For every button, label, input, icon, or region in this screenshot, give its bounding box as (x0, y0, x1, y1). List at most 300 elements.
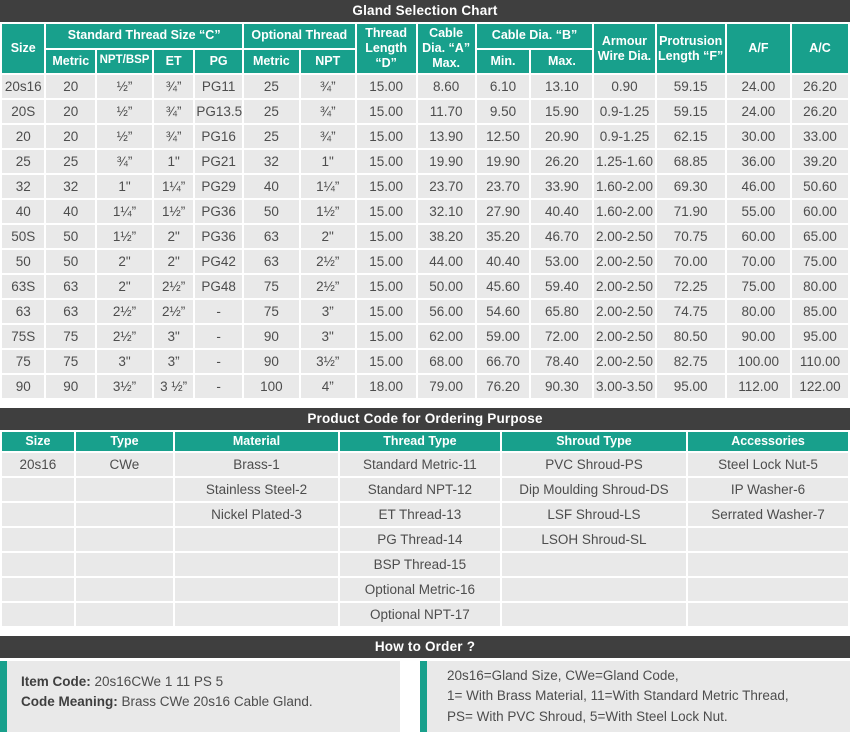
table-cell: 2.00-2.50 (594, 275, 654, 298)
table-cell: 18.00 (357, 375, 416, 398)
table-cell: 95.00 (792, 325, 848, 348)
code-meaning-value: Brass CWe 20s16 Cable Gland. (121, 694, 313, 710)
col-header-metric: Metric (46, 50, 95, 74)
table-cell: 25 (46, 150, 95, 173)
table-cell: 72.25 (657, 275, 725, 298)
table-cell (502, 578, 686, 601)
table-cell: 70.00 (727, 250, 790, 273)
col-header-size: Size (2, 432, 74, 451)
table-cell: 1¼” (301, 175, 355, 198)
table-cell: 76.20 (477, 375, 530, 398)
table-cell: 23.70 (418, 175, 475, 198)
table-cell: PG13.5 (195, 100, 242, 123)
table-cell: 2" (97, 250, 152, 273)
table-cell: 2" (97, 275, 152, 298)
table-cell: 33.90 (531, 175, 592, 198)
table-cell: 2½” (154, 300, 193, 323)
gland-selection-table (0, 22, 850, 400)
table-cell: LSF Shroud-LS (502, 503, 686, 526)
col-header-et: ET (154, 50, 193, 74)
table-row (2, 375, 848, 398)
table-cell: CWe (76, 453, 173, 476)
col-header-type: Type (76, 432, 173, 451)
table-cell (76, 528, 173, 551)
table-cell: 0.90 (594, 75, 654, 98)
table-cell: 75 (46, 325, 95, 348)
table-cell: 4” (301, 375, 355, 398)
table-cell: 20 (46, 125, 95, 148)
gland-table-body (2, 75, 848, 398)
table-cell: 74.75 (657, 300, 725, 323)
table-cell: 2.00-2.50 (594, 250, 654, 273)
table-cell: 1.60-2.00 (594, 200, 654, 223)
table-cell: 3.00-3.50 (594, 375, 654, 398)
table-cell: 59.00 (477, 325, 530, 348)
table-cell: 32.10 (418, 200, 475, 223)
table-cell: 15.90 (531, 100, 592, 123)
table-cell: 1" (97, 175, 152, 198)
table-cell: Nickel Plated-3 (175, 503, 338, 526)
table-cell: - (195, 375, 242, 398)
table-cell: 50 (46, 225, 95, 248)
col-header-cable-dia-a: Cable Dia. “A” Max. (418, 24, 475, 73)
note-line: 20s16=Gland Size, CWe=Gland Code, (447, 668, 679, 683)
table-cell: 2" (301, 225, 355, 248)
table-cell: 2.00-2.50 (594, 225, 654, 248)
table-cell: 1" (154, 150, 193, 173)
table-cell: 27.90 (477, 200, 530, 223)
table-cell: 32 (46, 175, 95, 198)
table-cell: 95.00 (657, 375, 725, 398)
table-row (2, 553, 848, 576)
table-cell: 75.00 (792, 250, 848, 273)
table-cell: 2½” (301, 250, 355, 273)
table-cell: 15.00 (357, 175, 416, 198)
table-cell: 2½” (301, 275, 355, 298)
table-cell: 40.40 (477, 250, 530, 273)
table-cell (688, 603, 848, 626)
table-cell: 82.75 (657, 350, 725, 373)
table-cell (688, 578, 848, 601)
table-cell: 40 (2, 200, 44, 223)
table-cell: 20 (46, 100, 95, 123)
col-header-af: A/F (727, 24, 790, 73)
table-cell: 9.50 (477, 100, 530, 123)
table-cell (2, 478, 74, 501)
table-cell: Dip Moulding Shroud-DS (502, 478, 686, 501)
table-cell: 63 (244, 225, 299, 248)
table-cell: 20s16 (2, 75, 44, 98)
col-group-cable-dia-b: Cable Dia. “B” (477, 24, 593, 48)
table-cell: 75 (2, 350, 44, 373)
table-cell: 63 (2, 300, 44, 323)
table-cell (76, 553, 173, 576)
table-cell (175, 578, 338, 601)
how-to-order-title: How to Order ? (374, 639, 476, 654)
table-cell: 3” (154, 350, 193, 373)
item-code-value: 20s16CWe 1 11 PS 5 (94, 674, 224, 689)
table-cell: 69.30 (657, 175, 725, 198)
table-cell: 32 (2, 175, 44, 198)
table-cell: ¾” (97, 150, 152, 173)
table-cell: ¾” (301, 125, 355, 148)
table-cell: 75 (244, 275, 299, 298)
table-cell: 75 (46, 350, 95, 373)
table-cell: 54.60 (477, 300, 530, 323)
table-cell: 1¼” (154, 175, 193, 198)
col-group-standard-thread: Standard Thread Size “C” (46, 24, 241, 48)
table-cell: 63 (244, 250, 299, 273)
table-cell: 25 (2, 150, 44, 173)
table-cell (2, 603, 74, 626)
table-cell: 1" (301, 150, 355, 173)
table-cell: 60.00 (792, 200, 848, 223)
product-code-table (0, 430, 850, 628)
table-cell: 8.60 (418, 75, 475, 98)
table-cell: 50S (2, 225, 44, 248)
table-cell: 11.70 (418, 100, 475, 123)
col-header-ac: A/C (792, 24, 848, 73)
table-cell: - (195, 300, 242, 323)
table-cell: 1.60-2.00 (594, 175, 654, 198)
table-cell: 85.00 (792, 300, 848, 323)
table-cell (2, 553, 74, 576)
table-cell: 56.00 (418, 300, 475, 323)
table-cell: Standard NPT-12 (340, 478, 500, 501)
col-header-accessories: Accessories (688, 432, 848, 451)
code-meaning-label: Code Meaning: (21, 694, 118, 710)
table-row (2, 175, 848, 198)
table-cell: 3 ½” (154, 375, 193, 398)
table-cell: 3" (97, 350, 152, 373)
table-cell: Serrated Washer-7 (688, 503, 848, 526)
table-cell: 2" (154, 250, 193, 273)
table-row (2, 75, 848, 98)
table-cell: 65.80 (531, 300, 592, 323)
table-cell: 1.25-1.60 (594, 150, 654, 173)
table-cell: PG29 (195, 175, 242, 198)
table-cell (175, 553, 338, 576)
table-cell: IP Washer-6 (688, 478, 848, 501)
table-cell: 75S (2, 325, 44, 348)
col-header-armour: Armour Wire Dia. (594, 24, 654, 73)
table-cell: 65.00 (792, 225, 848, 248)
product-code-body (2, 453, 848, 626)
table-cell: 2½” (154, 275, 193, 298)
table-row (2, 125, 848, 148)
table-cell: Stainless Steel-2 (175, 478, 338, 501)
table-cell: Brass-1 (175, 453, 338, 476)
bottom-margin (0, 732, 850, 736)
table-cell (175, 603, 338, 626)
table-cell: 15.00 (357, 150, 416, 173)
table-cell: 20 (46, 75, 95, 98)
table-cell: 100 (244, 375, 299, 398)
table-cell: 90 (46, 375, 95, 398)
table-cell (76, 603, 173, 626)
table-cell: 3½” (301, 350, 355, 373)
table-cell: ½” (97, 75, 152, 98)
table-row (2, 325, 848, 348)
table-cell: 15.00 (357, 125, 416, 148)
gland-chart-title-bar (0, 0, 850, 22)
table-cell: 80.00 (727, 300, 790, 323)
table-cell: 45.60 (477, 275, 530, 298)
table-cell: 20s16 (2, 453, 74, 476)
gland-chart-title: Gland Selection Chart (352, 3, 498, 18)
table-cell (76, 578, 173, 601)
col-header-npt-bsp: NPT/BSP (97, 50, 152, 74)
table-cell: 36.00 (727, 150, 790, 173)
table-cell: ¾” (154, 100, 193, 123)
table-cell: 13.90 (418, 125, 475, 148)
col-header-opt-npt: NPT (301, 50, 355, 74)
table-cell: 1¼” (97, 200, 152, 223)
table-cell: 75.00 (727, 275, 790, 298)
table-cell: 2½” (97, 300, 152, 323)
table-cell: Optional NPT-17 (340, 603, 500, 626)
table-cell (2, 528, 74, 551)
table-cell: 15.00 (357, 225, 416, 248)
table-cell: 50 (46, 250, 95, 273)
table-cell: 110.00 (792, 350, 848, 373)
table-row (2, 250, 848, 273)
table-row (2, 275, 848, 298)
col-header-opt-metric: Metric (244, 50, 299, 74)
table-cell: 33.00 (792, 125, 848, 148)
product-code-title: Product Code for Ordering Purpose (307, 411, 543, 426)
table-cell: 32 (244, 150, 299, 173)
table-cell: 25 (244, 75, 299, 98)
table-cell: ¾” (154, 125, 193, 148)
col-header-min: Min. (477, 50, 530, 74)
table-cell: 0.9-1.25 (594, 125, 654, 148)
table-cell: 62.00 (418, 325, 475, 348)
table-cell: 15.00 (357, 350, 416, 373)
table-cell: - (195, 350, 242, 373)
table-cell: 100.00 (727, 350, 790, 373)
table-cell: 25 (244, 100, 299, 123)
table-cell: 2" (154, 225, 193, 248)
table-cell: 26.20 (792, 75, 848, 98)
table-cell: 3" (301, 325, 355, 348)
table-cell: Optional Metric-16 (340, 578, 500, 601)
table-row (2, 478, 848, 501)
table-cell: 26.20 (792, 100, 848, 123)
col-header-thread-type: Thread Type (340, 432, 500, 451)
table-cell: 46.70 (531, 225, 592, 248)
table-cell: 2.00-2.50 (594, 325, 654, 348)
col-header-shroud-type: Shroud Type (502, 432, 686, 451)
table-cell: 50 (2, 250, 44, 273)
table-cell: 15.00 (357, 300, 416, 323)
table-cell: 6.10 (477, 75, 530, 98)
item-code-panel (0, 661, 400, 732)
table-row (2, 503, 848, 526)
table-cell: 1½” (301, 200, 355, 223)
table-row (2, 225, 848, 248)
note-line: PS= With PVC Shroud, 5=With Steel Lock Nut. (447, 708, 728, 724)
table-cell: BSP Thread-15 (340, 553, 500, 576)
table-cell: 50.00 (418, 275, 475, 298)
table-cell (76, 503, 173, 526)
note-line: 1= With Brass Material, 11=With Standard Metric Thread, (447, 688, 789, 704)
table-cell: 2½” (97, 325, 152, 348)
table-cell: 24.00 (727, 75, 790, 98)
table-cell: 24.00 (727, 100, 790, 123)
table-cell: ET Thread-13 (340, 503, 500, 526)
col-header-material: Material (175, 432, 338, 451)
table-cell: 90 (244, 325, 299, 348)
table-cell: 80.00 (792, 275, 848, 298)
product-code-header (2, 432, 848, 451)
table-row (2, 528, 848, 551)
table-cell: 39.20 (792, 150, 848, 173)
table-cell: 68.00 (418, 350, 475, 373)
item-code-label: Item Code: (21, 674, 91, 689)
table-cell: ¾” (154, 75, 193, 98)
table-cell: 0.9-1.25 (594, 100, 654, 123)
table-cell: PG36 (195, 200, 242, 223)
table-row (2, 350, 848, 373)
table-cell: 1½” (154, 200, 193, 223)
table-cell: 20 (2, 125, 44, 148)
table-cell: PG Thread-14 (340, 528, 500, 551)
table-cell: 70.00 (657, 250, 725, 273)
table-cell: 3” (301, 300, 355, 323)
table-cell: 3½” (97, 375, 152, 398)
col-group-optional-thread: Optional Thread (244, 24, 355, 48)
col-header-protrusion: Protrusion Length “F” (657, 24, 725, 73)
how-to-order-title-bar (0, 636, 850, 658)
table-row (2, 150, 848, 173)
table-cell: - (195, 325, 242, 348)
table-cell: 78.40 (531, 350, 592, 373)
table-cell: 13.10 (531, 75, 592, 98)
table-cell: 15.00 (357, 250, 416, 273)
table-cell: 1½” (97, 225, 152, 248)
table-cell: 15.00 (357, 75, 416, 98)
table-cell: 15.00 (357, 325, 416, 348)
table-cell: PG42 (195, 250, 242, 273)
table-cell (688, 528, 848, 551)
table-cell: 12.50 (477, 125, 530, 148)
table-row (2, 100, 848, 123)
table-cell: 55.00 (727, 200, 790, 223)
table-cell: 40.40 (531, 200, 592, 223)
table-cell: ½” (97, 125, 152, 148)
table-row (2, 603, 848, 626)
table-cell: 63 (46, 275, 95, 298)
table-cell: Steel Lock Nut-5 (688, 453, 848, 476)
table-cell: PG36 (195, 225, 242, 248)
table-row (2, 578, 848, 601)
table-cell: LSOH Shroud-SL (502, 528, 686, 551)
table-cell: ¾” (301, 100, 355, 123)
table-cell: 75 (244, 300, 299, 323)
table-cell: 90.00 (727, 325, 790, 348)
table-cell: 62.15 (657, 125, 725, 148)
table-cell: 50.60 (792, 175, 848, 198)
table-cell: 112.00 (727, 375, 790, 398)
col-header-size: Size (2, 24, 44, 73)
table-row (2, 300, 848, 323)
table-cell: 19.90 (418, 150, 475, 173)
table-cell: 122.00 (792, 375, 848, 398)
table-cell: 66.70 (477, 350, 530, 373)
table-cell: 46.00 (727, 175, 790, 198)
gland-table-header (2, 24, 848, 73)
table-cell (2, 578, 74, 601)
table-cell: 79.00 (418, 375, 475, 398)
table-cell: 59.40 (531, 275, 592, 298)
table-cell: 23.70 (477, 175, 530, 198)
table-cell: 15.00 (357, 100, 416, 123)
table-cell: 35.20 (477, 225, 530, 248)
table-cell: 50 (244, 200, 299, 223)
table-cell (2, 503, 74, 526)
code-explanation-panel (420, 661, 850, 732)
table-cell: 40 (244, 175, 299, 198)
table-cell: 63 (46, 300, 95, 323)
table-cell: 15.00 (357, 275, 416, 298)
table-cell: 3" (154, 325, 193, 348)
table-cell: PG11 (195, 75, 242, 98)
table-row (2, 200, 848, 223)
table-cell: 90.30 (531, 375, 592, 398)
table-cell: 71.90 (657, 200, 725, 223)
table-cell (688, 553, 848, 576)
table-cell: 15.00 (357, 200, 416, 223)
table-cell: 70.75 (657, 225, 725, 248)
table-cell: PG48 (195, 275, 242, 298)
table-cell: 90 (2, 375, 44, 398)
table-cell (502, 603, 686, 626)
table-row (2, 453, 848, 476)
table-cell: 90 (244, 350, 299, 373)
col-header-max: Max. (531, 50, 592, 74)
col-header-pg: PG (195, 50, 242, 74)
table-cell: 30.00 (727, 125, 790, 148)
table-cell: 26.20 (531, 150, 592, 173)
how-to-order-panels (0, 661, 850, 732)
table-cell: 19.90 (477, 150, 530, 173)
table-cell: 68.85 (657, 150, 725, 173)
table-cell: 63S (2, 275, 44, 298)
table-cell: 38.20 (418, 225, 475, 248)
table-cell: 25 (244, 125, 299, 148)
table-cell: PG21 (195, 150, 242, 173)
table-cell: 20S (2, 100, 44, 123)
table-cell: PG16 (195, 125, 242, 148)
table-cell: 40 (46, 200, 95, 223)
table-cell: 53.00 (531, 250, 592, 273)
table-cell: 59.15 (657, 75, 725, 98)
table-cell (502, 553, 686, 576)
table-cell: 60.00 (727, 225, 790, 248)
table-cell (76, 478, 173, 501)
table-cell: 59.15 (657, 100, 725, 123)
table-cell: PVC Shroud-PS (502, 453, 686, 476)
table-cell: 80.50 (657, 325, 725, 348)
table-cell: ½” (97, 100, 152, 123)
table-cell: 72.00 (531, 325, 592, 348)
table-cell: ¾” (301, 75, 355, 98)
product-code-title-bar (0, 408, 850, 430)
table-cell: Standard Metric-11 (340, 453, 500, 476)
item-code-line (21, 672, 392, 692)
table-cell: 44.00 (418, 250, 475, 273)
